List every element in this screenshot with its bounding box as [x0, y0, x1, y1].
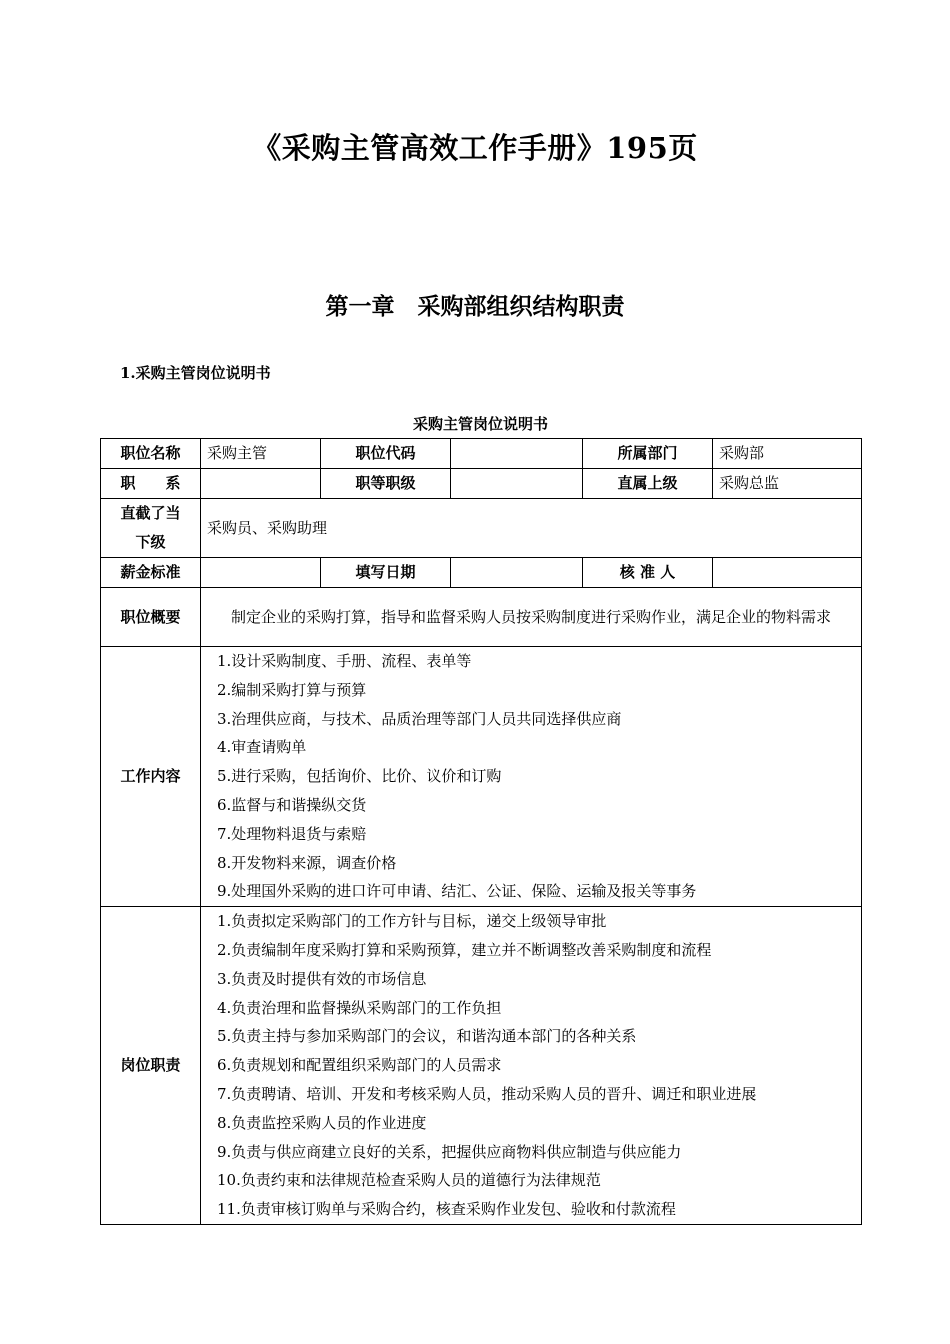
value-fill-date — [451, 558, 583, 588]
work-content-list — [207, 647, 855, 906]
list-item: 3.治理供应商，与技术、品质治理等部门人员共同选择供应商 — [217, 709, 622, 728]
label-position: 职位名称 — [101, 439, 201, 469]
responsibilities-cell — [201, 907, 862, 1225]
list-item: 8.开发物料来源，调查价格 — [217, 853, 397, 872]
table-row — [101, 588, 862, 647]
list-item: 3.负责及时提供有效的市场信息 — [217, 969, 427, 988]
value-subordinates: 采购员、采购助理 — [201, 499, 862, 558]
list-item: 10.负责约束和法律规范检查采购人员的道德行为法律规范 — [217, 1171, 601, 1190]
table-row — [101, 469, 862, 499]
value-summary: 制定企业的采购打算，指导和监督采购人员按采购制度进行采购作业，满足企业的物料需求 — [201, 588, 862, 647]
label-superior: 直属上级 — [583, 469, 713, 499]
work-content-cell — [201, 647, 862, 907]
label-salary: 薪金标准 — [101, 558, 201, 588]
list-item: 6.负责规划和配置组织采购部门的人员需求 — [217, 1056, 502, 1075]
list-item: 2.负责编制年度采购打算和采购预算，建立并不断调整改善采购制度和流程 — [217, 940, 712, 959]
table-row — [101, 907, 862, 1225]
list-item: 1.设计采购制度、手册、流程、表单等 — [217, 652, 472, 670]
list-item: 5.负责主持与参加采购部门的会议，和谐沟通本部门的各种关系 — [217, 1027, 637, 1046]
value-approver — [713, 558, 862, 588]
chapter-title: 第一章 采购部组织结构职责 — [325, 293, 625, 320]
value-position: 采购主管 — [201, 439, 321, 469]
list-item: 5.进行采购，包括询价、比价、议价和订购 — [217, 767, 502, 786]
label-responsibilities: 岗位职责 — [101, 907, 201, 1225]
value-code — [451, 439, 583, 469]
label-fill-date: 填写日期 — [321, 558, 451, 588]
section-heading: 1.采购主管岗位说明书 — [120, 364, 271, 382]
list-item: 2.编制采购打算与预算 — [217, 680, 367, 699]
value-department: 采购部 — [713, 439, 862, 469]
job-description-table — [100, 438, 862, 1225]
table-caption: 采购主管岗位说明书 — [412, 415, 548, 433]
label-approver: 核 准 人 — [583, 558, 713, 588]
table-row — [101, 439, 862, 469]
label-series: 职 系 — [101, 469, 201, 499]
label-grade: 职等职级 — [321, 469, 451, 499]
table-row — [101, 647, 862, 907]
label-department: 所属部门 — [583, 439, 713, 469]
value-salary — [201, 558, 321, 588]
list-item: 9.处理国外采购的进口许可申请、结汇、公证、保险、运输及报关等事务 — [217, 882, 697, 901]
list-item: 7.负责聘请、培训、开发和考核采购人员，推动采购人员的晋升、调迁和职业进展 — [217, 1084, 757, 1103]
table-row — [101, 558, 862, 588]
list-item: 7.处理物料退货与索赔 — [217, 824, 367, 843]
label-summary: 职位概要 — [101, 588, 201, 647]
list-item: 4.负责治理和监督操纵采购部门的工作负担 — [217, 998, 502, 1017]
value-grade — [451, 469, 583, 499]
label-subordinates: 直截了当下级 — [101, 499, 201, 558]
label-code: 职位代码 — [321, 439, 451, 469]
list-item: 9.负责与供应商建立良好的关系，把握供应商物料供应制造与供应能力 — [217, 1142, 682, 1161]
document-title: 《采购主管高效工作手册》195页 — [252, 131, 698, 165]
list-item: 8.负责监控采购人员的作业进度 — [217, 1113, 427, 1132]
list-item: 4.审查请购单 — [217, 738, 307, 757]
list-item: 1.负责拟定采购部门的工作方针与目标，递交上级领导审批 — [217, 912, 607, 931]
list-item: 6.监督与和谐操纵交货 — [217, 795, 367, 814]
responsibilities-list — [207, 907, 855, 1224]
value-superior: 采购总监 — [713, 469, 862, 499]
value-series — [201, 469, 321, 499]
table-row — [101, 499, 862, 558]
list-item: 11.负责审核订购单与采购合约，核查采购作业发包、验收和付款流程 — [217, 1200, 676, 1219]
label-work-content: 工作内容 — [101, 647, 201, 907]
